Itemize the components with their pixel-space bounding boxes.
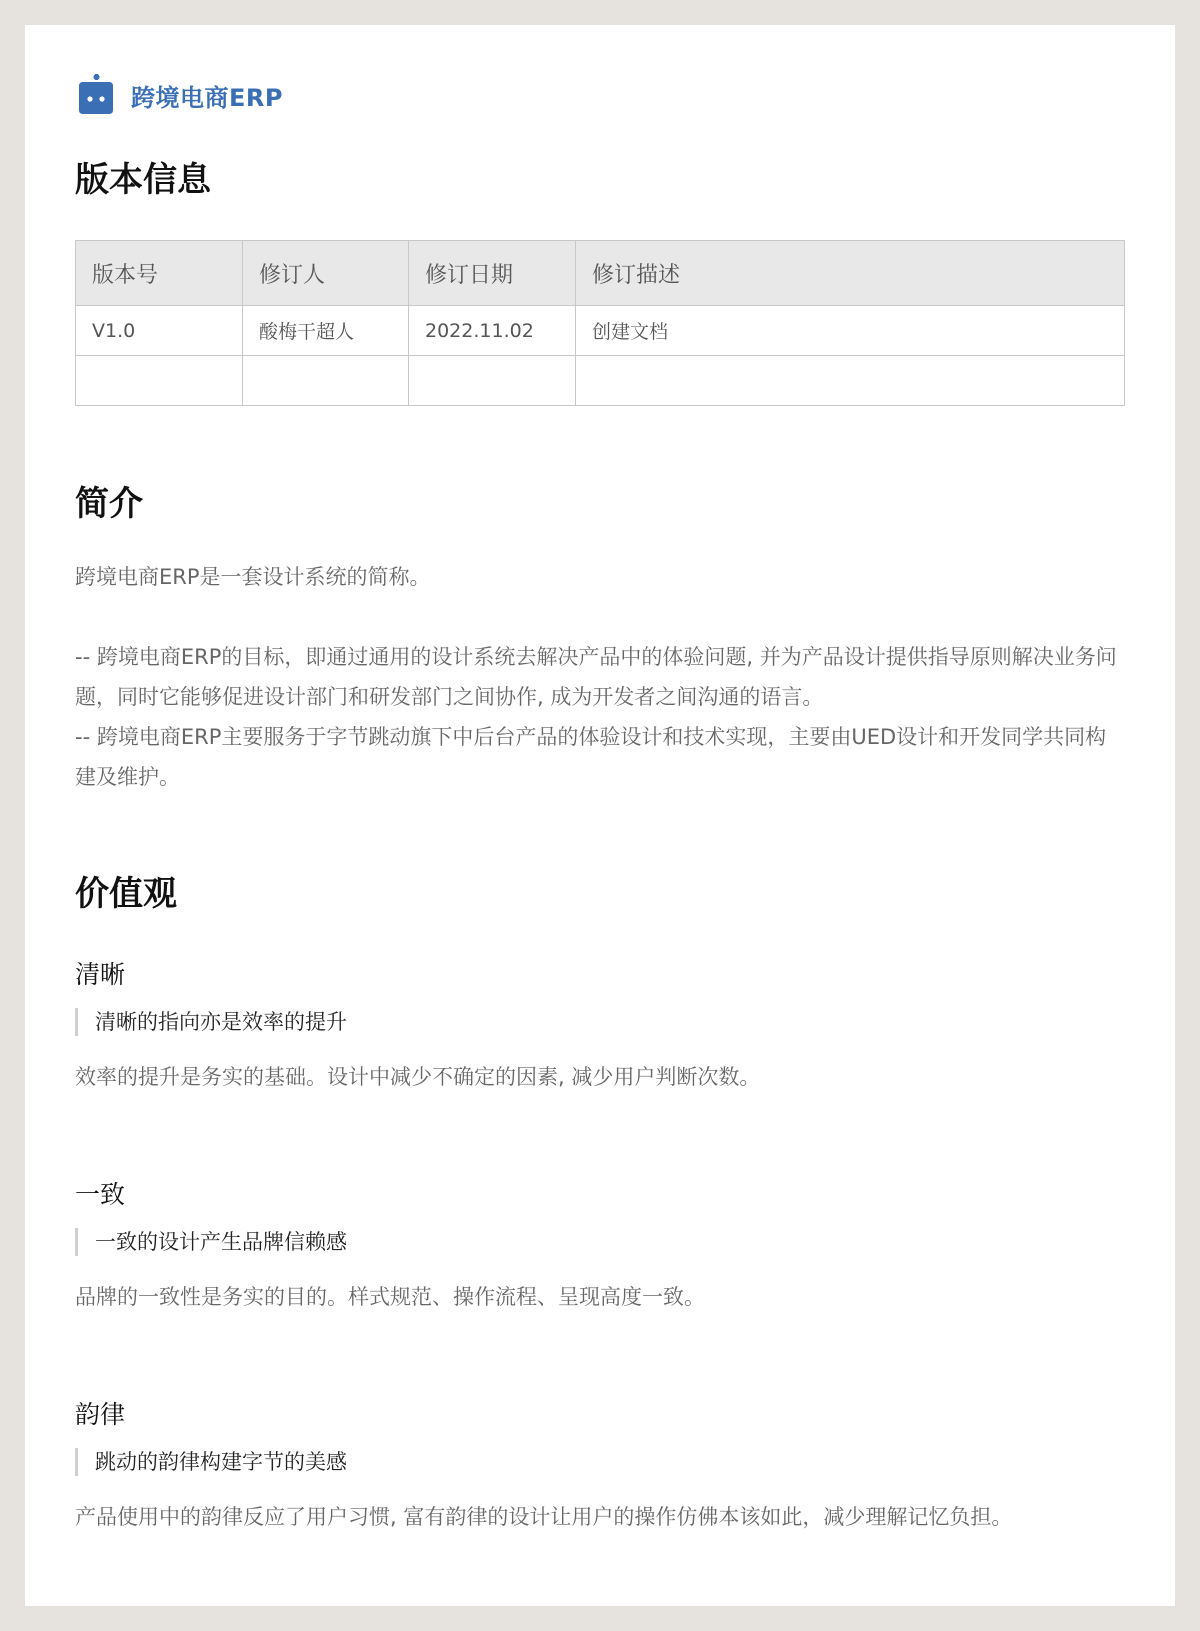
cell-date: 2022.11.02: [409, 306, 576, 356]
header-description: 修订描述: [576, 241, 1125, 306]
value-quote-consistency: 一致的设计产生品牌信赖感: [75, 1228, 347, 1256]
value-quote-clarity: 清晰的指向亦是效率的提升: [75, 1008, 347, 1036]
cell-reviser: [243, 356, 409, 406]
document-page: [25, 25, 1175, 1606]
intro-section-title: 简介: [75, 484, 143, 524]
intro-summary: 跨境电商ERP是一套设计系统的简称。: [75, 565, 431, 589]
cell-description: [576, 356, 1125, 406]
header-version: 版本号: [76, 241, 243, 306]
cell-reviser: 酸梅干超人: [243, 306, 409, 356]
cell-description: 创建文档: [576, 306, 1125, 356]
intro-paragraph-goal: -- 跨境电商ERP的目标，即通过通用的设计系统去解决产品中的体验问题, 并为产品设计提供指导原则解决业务问题，同时它能够促进设计部门和研发部门之间协作, 成为开发者之间沟通的语言。: [75, 645, 1117, 709]
header-date: 修订日期: [409, 241, 576, 306]
table-header-row: [76, 241, 1125, 306]
intro-paragraph-service: -- 跨境电商ERP主要服务于字节跳动旗下中后台产品的体验设计和技术实现，主要由UED设计和开发同学共同构建及维护。: [75, 725, 1107, 789]
table-row: [76, 306, 1125, 356]
cell-date: [409, 356, 576, 406]
value-heading-rhythm: 韵律: [75, 1400, 126, 1429]
robot-icon: [75, 74, 117, 116]
table-row: [76, 356, 1125, 406]
cell-version: [76, 356, 243, 406]
cell-version: V1.0: [76, 306, 243, 356]
value-heading-consistency: 一致: [75, 1180, 126, 1209]
value-body-consistency: 品牌的一致性是务实的目的。样式规范、操作流程、呈现高度一致。: [75, 1285, 705, 1309]
version-section-title: 版本信息: [75, 160, 211, 200]
value-quote-rhythm: 跳动的韵律构建字节的美感: [75, 1448, 347, 1476]
value-heading-clarity: 清晰: [75, 960, 126, 989]
values-section-title: 价值观: [75, 874, 177, 914]
brand-name: 跨境电商ERP: [131, 83, 283, 112]
header-reviser: 修订人: [243, 241, 409, 306]
value-body-rhythm: 产品使用中的韵律反应了用户习惯, 富有韵律的设计让用户的操作仿佛本该如此，减少理解记忆负担。: [75, 1505, 1013, 1529]
brand-logo: [75, 73, 283, 117]
value-body-clarity: 效率的提升是务实的基础。设计中减少不确定的因素, 减少用户判断次数。: [75, 1065, 761, 1089]
version-table: [75, 240, 1125, 406]
